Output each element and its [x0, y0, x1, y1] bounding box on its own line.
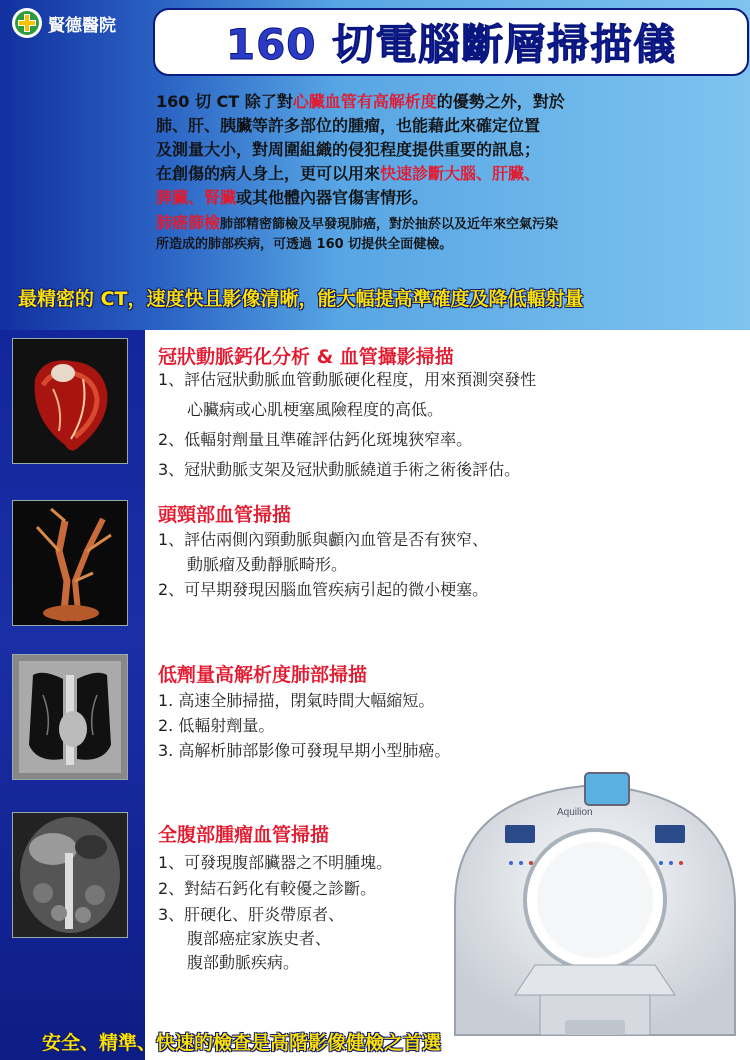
neck-vessels-image [12, 500, 128, 626]
heart-3d-image [12, 338, 128, 464]
abdomen-ct-image [12, 812, 128, 938]
section-title-abdomen: 全腹部腫瘤血管掃描 [158, 824, 330, 846]
hospital-logo [12, 8, 116, 38]
feature-banner: 最精密的 CT，速度快且影像清晰，能大幅提高準確度及降低輻射量 [18, 288, 584, 310]
scanner-brand-label: Aquilion [557, 807, 593, 818]
list-item: 2、對結石鈣化有較優之診斷。 [158, 879, 377, 898]
chest-ct-image [12, 654, 128, 780]
section-title-lung: 低劑量高解析度肺部掃描 [158, 664, 368, 686]
list-item: 腹部癌症家族史者、 [187, 929, 332, 948]
highlight-cardio: 心臟血管有高解析度 [292, 92, 437, 111]
list-item: 1、評估冠狀動脈血管動脈硬化程度，用來預測突發性 [158, 370, 537, 389]
list-item: 2、可早期發現因腦血管疾病引起的微小梗塞。 [158, 580, 489, 599]
lung-screen-text-1: 肺部精密篩檢及早發現肺癌，對於抽菸以及近年來空氣污染 [220, 217, 559, 232]
hospital-name: 賢德醫院 [48, 15, 116, 36]
list-item: 1、評估兩側內頸動脈與顱內血管是否有狹窄、 [158, 530, 489, 549]
list-item: 心臟病或心肌梗塞風險程度的高低。 [187, 400, 444, 419]
ct-scanner-image [445, 765, 745, 1045]
section-title-head-neck: 頭頸部血管掃描 [158, 504, 292, 526]
intro-line-4: 在創傷的病人身上，更可以用來快速診斷大腦、肝臟、 [156, 164, 541, 183]
intro-line-5: 脾臟、腎臟或其他體內器官傷害情形。 [156, 188, 429, 207]
lung-screen-title: 肺癌篩檢 [156, 213, 221, 232]
list-item: 1. 高速全肺掃描，閉氣時間大幅縮短。 [158, 691, 435, 710]
list-item: 動脈瘤及動靜脈畸形。 [187, 555, 348, 574]
intro-line-3: 及測量大小，對周圍組織的侵犯程度提供重要的訊息； [156, 140, 541, 159]
intro-paragraph [156, 90, 736, 210]
highlight-trauma: 快速診斷大腦、肝臟、 [380, 164, 541, 183]
list-item: 1、可發現腹部臟器之不明腫塊。 [158, 853, 393, 872]
list-item: 2、低輻射劑量且準確評估鈣化斑塊狹窄率。 [158, 430, 473, 449]
list-item: 3、肝硬化、肝炎帶原者、 [158, 905, 345, 924]
bottom-slogan: 安全、精準、快速的檢查是高階影像健檢之首選 [42, 1032, 442, 1054]
list-item: 3. 高解析肺部影像可發現早期小型肺癌。 [158, 741, 451, 760]
intro-line-1: 160 切 CT 除了對心臟血管有高解析度的優勢之外，對於 [156, 92, 565, 111]
page-title: 160 切電腦斷層掃描儀 [225, 20, 677, 69]
list-item: 腹部動脈疾病。 [187, 953, 300, 972]
list-item: 2. 低輻射劑量。 [158, 716, 275, 735]
section-title-coronary: 冠狀動脈鈣化分析 & 血管攝影掃描 [158, 346, 454, 368]
list-item: 3、冠狀動脈支架及冠狀動脈繞道手術之術後評估。 [158, 460, 521, 479]
title-box [153, 8, 749, 76]
highlight-organs: 脾臟、腎臟 [156, 188, 237, 207]
lung-screening-note [156, 213, 736, 255]
lung-screen-text-2: 所造成的肺部疾病，可透過 160 切提供全面健檢。 [156, 237, 453, 252]
cross-icon [12, 8, 42, 38]
intro-line-2: 肺、肝、胰臟等許多部位的腫瘤，也能藉此來確定位置 [156, 116, 541, 135]
